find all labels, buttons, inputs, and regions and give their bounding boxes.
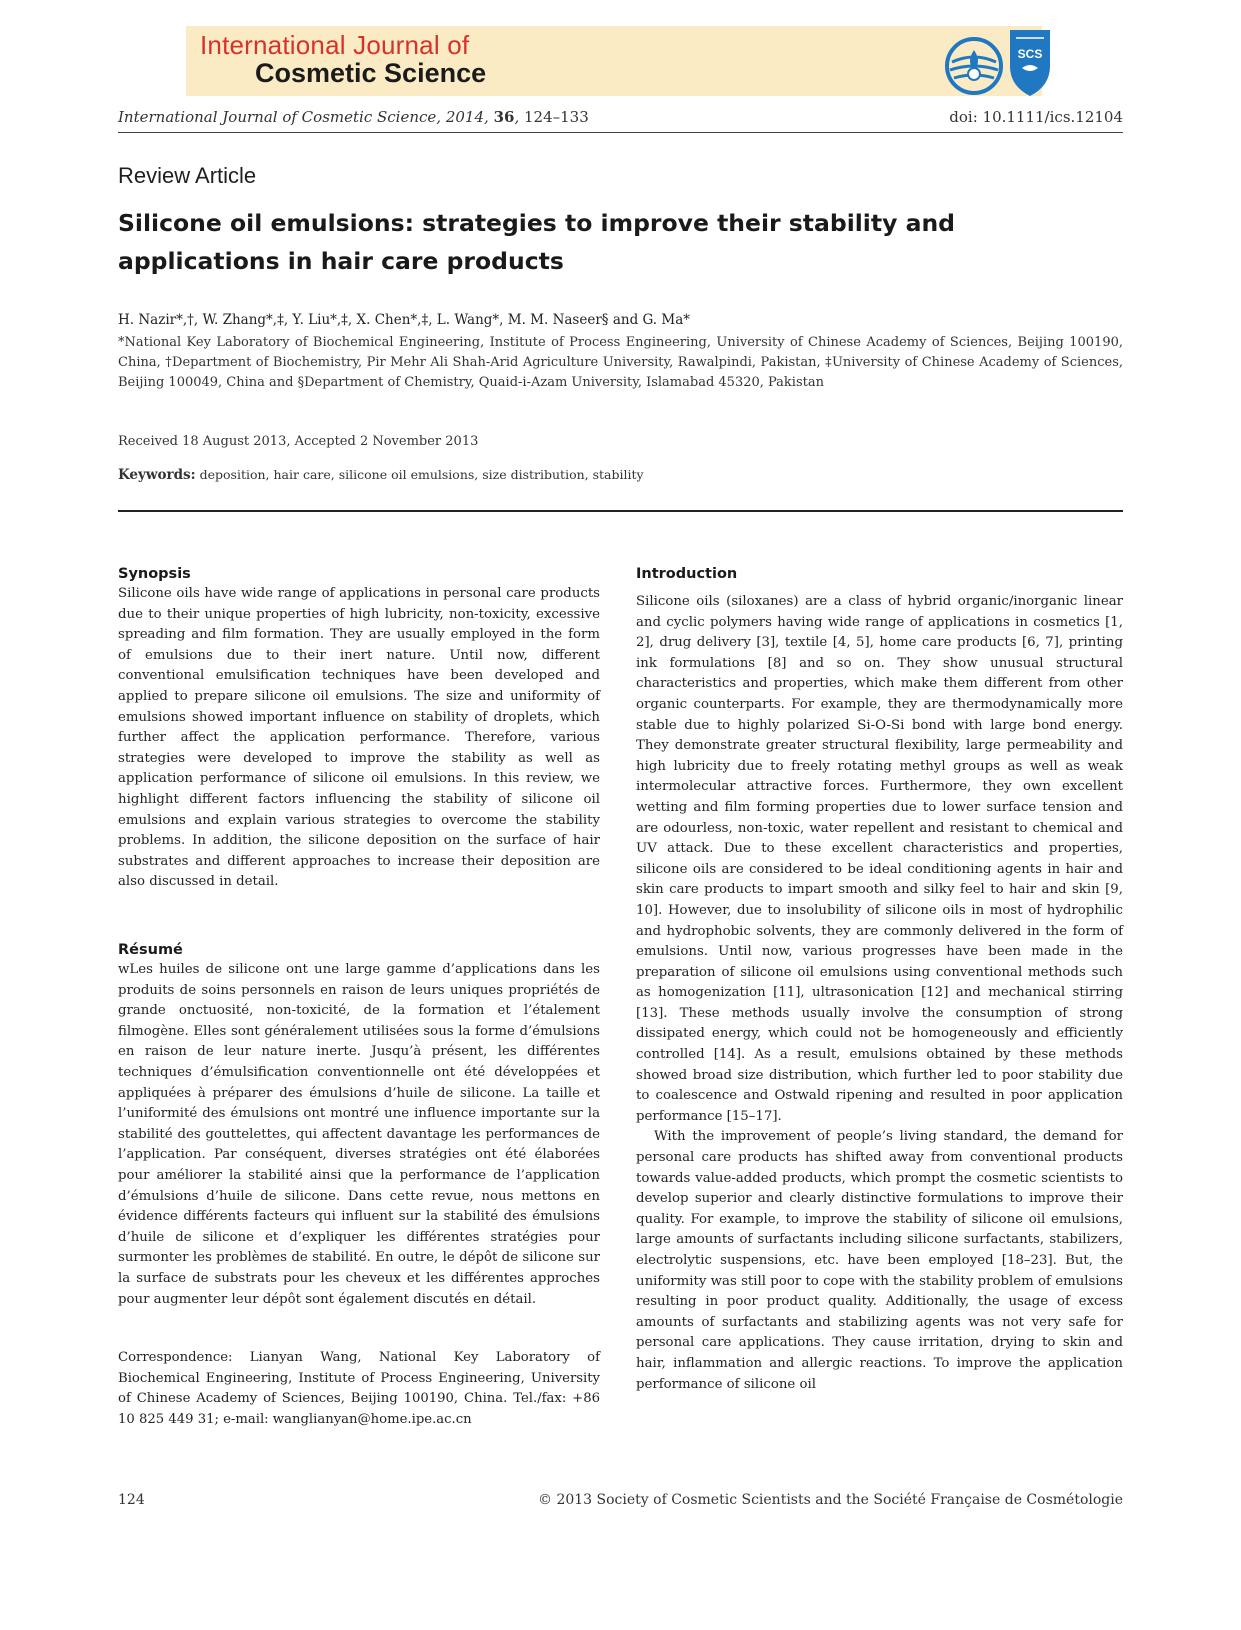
keywords (118, 467, 644, 483)
running-journal-title: International Journal of Cosmetic Science (118, 108, 437, 126)
running-pages: 124–133 (523, 108, 589, 126)
scs-logo-text: SCS (1017, 47, 1043, 61)
keywords-list: deposition, hair care, silicone oil emulsions, size distribution, stability (199, 467, 644, 482)
journal-name-line2: Cosmetic Science (255, 58, 487, 88)
article-title: Silicone oil emulsions: strategies to improve their stability and applications in hair care products (118, 209, 956, 275)
scs-society-logo-icon (1008, 28, 1052, 98)
running-volume: 36 (493, 108, 515, 126)
correspondence: Correspondence: Lianyan Wang, National Key Laboratory of Biochemical Engineering, Institute of Process Engineering, University of Chinese Academy of Sciences, Beijing 100190, China. Tel./fax: +86 10 825 449 31; e-mail: wanglianyan@home.ipe.ac.cn (118, 1350, 600, 1427)
synopsis-heading: Synopsis (118, 566, 191, 582)
introduction-heading: Introduction (636, 566, 738, 582)
synopsis-section (118, 566, 600, 893)
resume-section (118, 942, 600, 1310)
article-type: Review Article (118, 163, 257, 188)
authors: H. Nazir*,†, W. Zhang*,‡, Y. Liu*,‡, X. Chen*,‡, L. Wang*, M. M. Naseer§ and G. Ma* (118, 312, 691, 328)
affiliations: *National Key Laboratory of Biochemical Engineering, Institute of Process Engineering, University of Chinese Academy of Sciences, Beijing 100190, China, †Department of Biochemistry, Pir Mehr Ali Shah-Arid Agriculture University, Rawalpindi, Pakistan, ‡University of Chinese Academy of Sciences, Beijing 100049, China and §Department of Chemistry, Quaid-i-Azam University, Islamabad 45320, Pakistan (118, 335, 1123, 390)
journal-name-line1: International Journal of (200, 30, 470, 60)
introduction-paragraph-1: Silicone oils (siloxanes) are a class of hybrid organic/inorganic linear and cyclic polymers having wide range of applications in cosmetics [1, 2], drug delivery [3], textile [4, 5], home care products [6, 7], printing ink formulations [8] and so on. They show unusual structural characteristics and properties, which make them different from other organic counterparts. For example, they are thermodynamically more stable due to highly polarized Si-O-Si bond with large bond energy. They demonstrate greater structural flexibility, large permeability and high lubricity due to freely rotating methyl groups as well as weak intermolecular attractive forces. Furthermore, they own excellent wetting and film forming properties due to lower surface tension and are odourless, non-toxic, water repellent and resistant to chemical and UV attack. Due to these excellent characteristics and properties, silicone oils are considered to be ideal conditioning agents in hair and skin care products to impart smooth and silky feel to hair and skin [9, 10]. However, due to insolubility of silicone oils in most of hydrophilic and hydrophobic solvents, they are commonly delivered in the form of emulsions. Until now, various progresses have been made in the preparation of silicone oil emulsions using conventional methods such as homogenization [11], ultrasonication [12] and mechanical stirring [13]. These methods usually involve the consumption of strong dissipated energy, which could not be homogeneously and efficiently controlled [14]. As a result, emulsions obtained by these methods showed broad size distribution, which further led to poor stability due to coalescence and Ostwald ripening and resulted in poor application performance [15–17]. (636, 594, 1123, 1124)
keywords-label: Keywords: (118, 467, 196, 483)
section-rule (118, 510, 1123, 512)
resume-heading: Résumé (118, 942, 183, 958)
introduction-paragraph-2: With the improvement of people’s living standard, the demand for personal care products has shifted away from conventional products towards value-added products, which prompt the cosmetic scientists to develop superior and clearly distinctive formulations to improve their quality. For example, to improve the stability of silicone oil emulsions, large amounts of surfactants including silicone surfactants, stabilizers, electrolytic suspensions, etc. have been employed [18–23]. But, the uniformity was still poor to cope with the stability problem of emulsions resulting in poor product quality. Additionally, the usage of excess amounts of surfactants and stabilizing agents was not very safe for personal care applications. They cause irritation, drying to skin and hair, inflammation and allergic reactions. To improve the application performance of silicone oil (636, 1129, 1123, 1392)
journal-globe-logo-icon (944, 36, 1004, 96)
received-dates: Received 18 August 2013, Accepted 2 November 2013 (118, 434, 479, 449)
doi[interactable]: doi: 10.1111/ics.12104 (949, 108, 1123, 126)
running-citation: International Journal of Cosmetic Science, 2014, 36, 124–133 (118, 108, 589, 126)
page-number: 124 (118, 1492, 145, 1508)
header-rule (118, 132, 1123, 133)
synopsis-text: Silicone oils have wide range of applications in personal care products due to their unique properties of high lubricity, non-toxicity, excessive spreading and film formation. They are usually employed in the form of emulsions due to their inert nature. Until now, different conventional emulsification techniques have been developed and applied to prepare silicone oil emulsions. The size and uniformity of emulsions showed important influence on stability of droplets, which further affect the application performance. Therefore, various strategies were developed to improve the stability as well as application performance of silicone oil emulsions. In this review, we highlight different factors influencing the stability of silicone oil emulsions and explain various strategies to overcome the stability problems. In addition, the silicone deposition on the surface of hair substrates and different approaches to increase their deposition are also discussed in detail. (118, 586, 600, 890)
running-year: 2014 (445, 108, 485, 126)
copyright: © 2013 Society of Cosmetic Scientists and the Société Française de Cosmétologie (538, 1492, 1123, 1508)
resume-text: wLes huiles de silicone ont une large gamme d’applications dans les produits de soins personnels en raison de leurs uniques propriétés de grande onctuosité, non-toxicité, de la formation et l’étalement filmogène. Elles sont généralement utilisées sous la forme d’émulsions en raison de leur nature inerte. Jusqu’à présent, les différentes techniques d’émulsification conventionnelle ont été développées et appliquées à préparer des émulsions d’huile de silicone. La taille et l’uniformité des émulsions ont montré une influence importante sur la stabilité des gouttelettes, qui affectent davantage les performances de l’application. Par conséquent, diverses stratégies ont été élaborées pour améliorer la stabilité ainsi que la performance de l’application d’émulsions d’huile de silicone. Dans cette revue, nous mettons en évidence différents facteurs qui influent sur la stabilité des émulsions d’huile de silicone et d’expliquer les différentes stratégies pour surmonter les problèmes de stabilité. En outre, le dépôt de silicone sur la surface de substrats pour les cheveux et les différentes approches pour augmenter leur dépôt sont également discutés en détail. (118, 962, 600, 1307)
introduction-section (636, 566, 1123, 1395)
